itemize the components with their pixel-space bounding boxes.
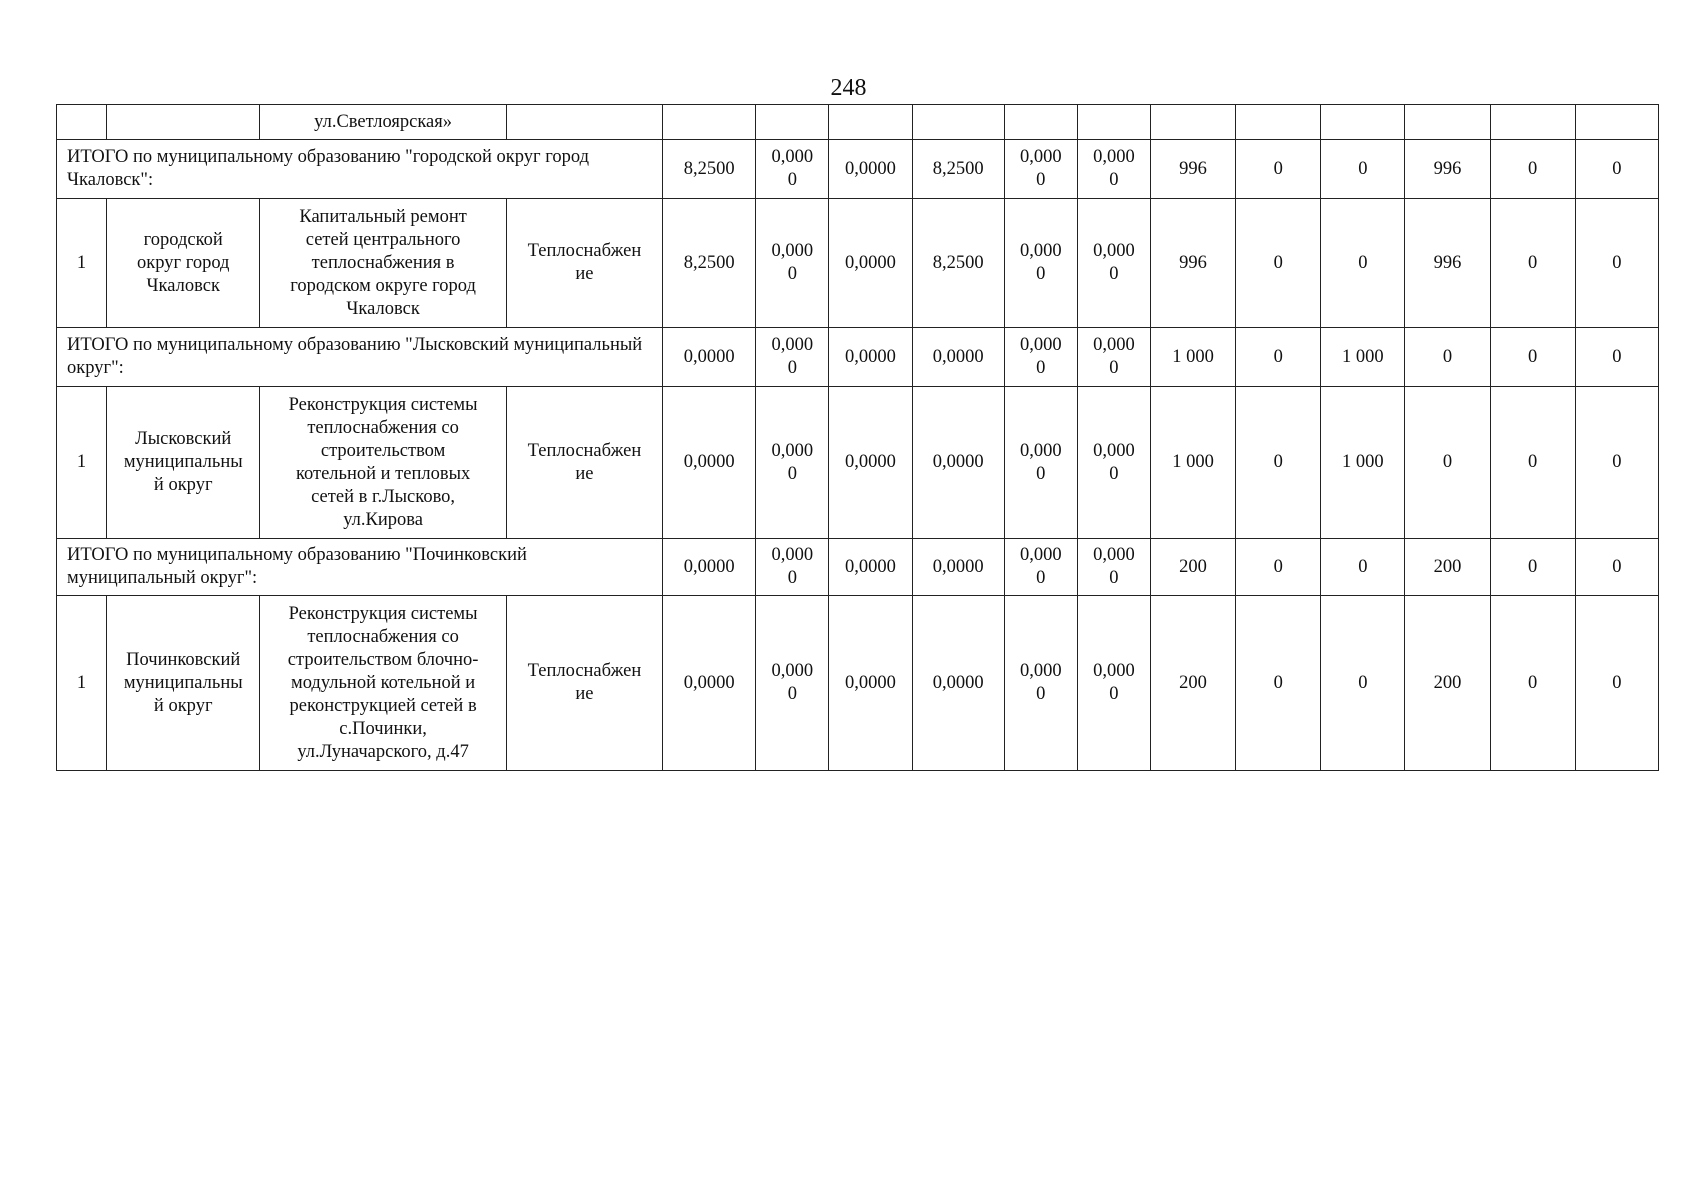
total-value-cell: 0 <box>1321 539 1405 596</box>
total-value-cell: 200 <box>1405 539 1490 596</box>
item-value-cell: 0 <box>1236 199 1321 328</box>
item-value-cell: 0,000 0 <box>756 199 829 328</box>
total-value-cell: 0,000 0 <box>1004 539 1077 596</box>
item-value-cell: 0 <box>1490 387 1575 539</box>
item-object-name-cell: Реконструкция системы теплоснабжения со строительством котельной и тепловых сетей в г.Лысково, ул.Кирова <box>260 387 506 539</box>
item-row <box>57 199 1659 328</box>
item-object-name-cell: Реконструкция системы теплоснабжения со строительством блочно- модульной котельной и реконструкцией сетей в с.Починки, ул.Луначарского, д.47 <box>260 596 506 771</box>
cell-num <box>57 105 107 140</box>
item-value-cell: 0,0000 <box>829 199 912 328</box>
item-value-cell: 0 <box>1321 199 1405 328</box>
item-value-cell: 0 <box>1490 199 1575 328</box>
item-value-cell: 8,2500 <box>912 199 1004 328</box>
item-value-cell: 0,0000 <box>829 596 912 771</box>
total-value-cell: 0,000 0 <box>1077 328 1150 387</box>
total-value-cell: 0 <box>1490 140 1575 199</box>
total-value-cell: 1 000 <box>1150 328 1235 387</box>
page-number: 248 <box>830 75 867 101</box>
item-value-cell: 1 000 <box>1321 387 1405 539</box>
item-row <box>57 596 1659 771</box>
item-number-cell: 1 <box>57 199 107 328</box>
item-value-cell: 0 <box>1405 387 1490 539</box>
item-municipality-cell: городской округ город Чкаловск <box>107 199 260 328</box>
item-value-cell: 0,0000 <box>912 596 1004 771</box>
item-value-cell: 8,2500 <box>663 199 756 328</box>
cell-value <box>756 105 829 140</box>
item-value-cell: 996 <box>1405 199 1490 328</box>
item-value-cell: 0 <box>1236 596 1321 771</box>
item-value-cell: 0,0000 <box>829 387 912 539</box>
total-value-cell: 0,0000 <box>663 328 756 387</box>
item-value-cell: 200 <box>1405 596 1490 771</box>
item-value-cell: 0 <box>1236 387 1321 539</box>
total-value-cell: 0 <box>1490 539 1575 596</box>
total-value-cell: 0,0000 <box>829 539 912 596</box>
item-number-cell: 1 <box>57 596 107 771</box>
item-value-cell: 0,000 0 <box>1004 387 1077 539</box>
item-value-cell: 0,000 0 <box>756 387 829 539</box>
total-value-cell: 0,000 0 <box>1004 328 1077 387</box>
total-row <box>57 539 1659 596</box>
cell-object-name: ул.Светлоярская» <box>260 105 506 140</box>
total-value-cell: 0 <box>1321 140 1405 199</box>
item-type-cell: Теплоснабжен ие <box>506 596 662 771</box>
total-value-cell: 0,000 0 <box>756 539 829 596</box>
item-value-cell: 0 <box>1575 199 1658 328</box>
cell-value <box>1236 105 1321 140</box>
item-value-cell: 0,000 0 <box>1004 596 1077 771</box>
cell-value <box>1575 105 1658 140</box>
cell-value <box>829 105 912 140</box>
total-label: ИТОГО по муниципальному образованию "Починковский муниципальный округ": <box>57 539 663 596</box>
cell-value <box>663 105 756 140</box>
total-value-cell: 0 <box>1236 539 1321 596</box>
item-value-cell: 0,0000 <box>912 387 1004 539</box>
item-row <box>57 387 1659 539</box>
total-value-cell: 8,2500 <box>663 140 756 199</box>
item-value-cell: 200 <box>1150 596 1235 771</box>
item-value-cell: 996 <box>1150 199 1235 328</box>
cell-value <box>1405 105 1490 140</box>
cell-value <box>1004 105 1077 140</box>
item-value-cell: 0,000 0 <box>1077 199 1150 328</box>
total-label: ИТОГО по муниципальному образованию "городской округ город Чкаловск": <box>57 140 663 199</box>
total-value-cell: 1 000 <box>1321 328 1405 387</box>
continuation-row <box>57 105 1659 140</box>
item-value-cell: 0,000 0 <box>1077 387 1150 539</box>
total-value-cell: 0,000 0 <box>756 140 829 199</box>
total-value-cell: 0 <box>1405 328 1490 387</box>
item-municipality-cell: Починковский муниципальны й округ <box>107 596 260 771</box>
total-value-cell: 0,0000 <box>829 328 912 387</box>
total-value-cell: 8,2500 <box>912 140 1004 199</box>
item-value-cell: 0,000 0 <box>756 596 829 771</box>
cell-value <box>912 105 1004 140</box>
item-value-cell: 0 <box>1575 387 1658 539</box>
cell-municipality <box>107 105 260 140</box>
total-value-cell: 0 <box>1490 328 1575 387</box>
cell-type <box>506 105 662 140</box>
total-value-cell: 0,000 0 <box>756 328 829 387</box>
cell-value <box>1077 105 1150 140</box>
item-value-cell: 0,000 0 <box>1077 596 1150 771</box>
total-value-cell: 0,0000 <box>912 539 1004 596</box>
total-label: ИТОГО по муниципальному образованию "Лысковский муниципальный округ": <box>57 328 663 387</box>
total-value-cell: 0,0000 <box>829 140 912 199</box>
item-value-cell: 0 <box>1490 596 1575 771</box>
total-value-cell: 0 <box>1236 140 1321 199</box>
cell-value <box>1321 105 1405 140</box>
total-value-cell: 996 <box>1150 140 1235 199</box>
total-value-cell: 200 <box>1150 539 1235 596</box>
item-value-cell: 0 <box>1575 596 1658 771</box>
total-value-cell: 0 <box>1575 140 1658 199</box>
total-value-cell: 0 <box>1575 539 1658 596</box>
cell-value <box>1150 105 1235 140</box>
cell-value <box>1490 105 1575 140</box>
item-value-cell: 0,0000 <box>663 387 756 539</box>
total-value-cell: 0,000 0 <box>1004 140 1077 199</box>
item-value-cell: 0,000 0 <box>1004 199 1077 328</box>
item-value-cell: 0,0000 <box>663 596 756 771</box>
item-object-name-cell: Капитальный ремонт сетей центрального теплоснабжения в городском округе город Чкаловск <box>260 199 506 328</box>
total-value-cell: 0,0000 <box>912 328 1004 387</box>
total-value-cell: 996 <box>1405 140 1490 199</box>
total-value-cell: 0,0000 <box>663 539 756 596</box>
total-value-cell: 0,000 0 <box>1077 539 1150 596</box>
investment-table <box>56 104 1659 771</box>
item-municipality-cell: Лысковский муниципальны й округ <box>107 387 260 539</box>
total-row <box>57 140 1659 199</box>
item-number-cell: 1 <box>57 387 107 539</box>
item-type-cell: Теплоснабжен ие <box>506 199 662 328</box>
item-type-cell: Теплоснабжен ие <box>506 387 662 539</box>
item-value-cell: 1 000 <box>1150 387 1235 539</box>
total-value-cell: 0 <box>1236 328 1321 387</box>
total-row <box>57 328 1659 387</box>
total-value-cell: 0 <box>1575 328 1658 387</box>
item-value-cell: 0 <box>1321 596 1405 771</box>
total-value-cell: 0,000 0 <box>1077 140 1150 199</box>
